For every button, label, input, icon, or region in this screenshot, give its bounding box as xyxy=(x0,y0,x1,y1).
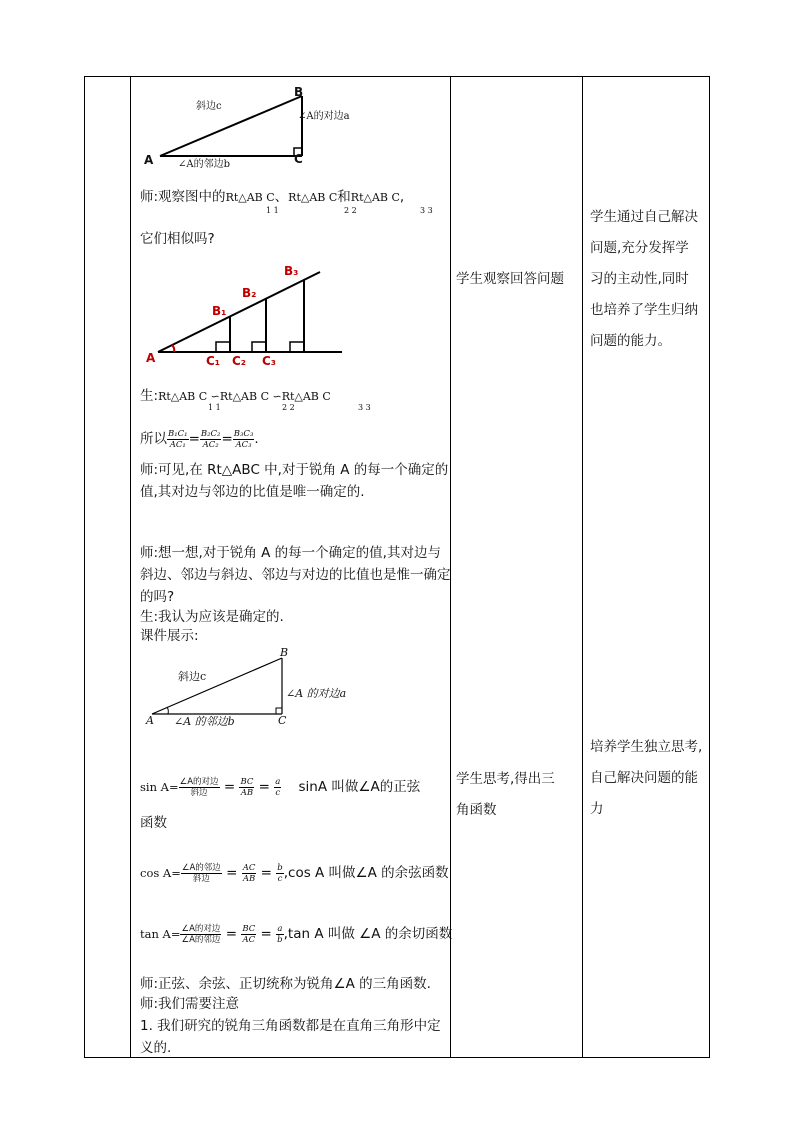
sin-desc: sinA 叫做∠A的正弦 xyxy=(298,779,421,795)
student-answer-2: 生:我认为应该是确定的. xyxy=(140,609,284,625)
cos-frac-words-num: ∠A的邻边 xyxy=(181,862,221,873)
right-triangle-figure-1 xyxy=(142,84,342,179)
fig2-vertex-b2: B₂ xyxy=(242,286,257,300)
courseware-label: 课件展示: xyxy=(140,628,199,644)
fig3-hyp-label: 斜边c xyxy=(178,670,207,683)
table-divider-1 xyxy=(130,76,131,1058)
design-intent-2 xyxy=(590,732,708,825)
table-border-right xyxy=(709,76,710,1058)
fig1-vertex-c: C xyxy=(294,152,303,166)
tan-frac-sides xyxy=(241,924,256,945)
cos-frac-words-den: 斜边 xyxy=(192,873,210,884)
teacher-question-2: 师:想一想,对于锐角 A 的每一个确定的值,其对边与斜边、邻边与斜边、邻边与对边的比值也是惟一确定的吗? xyxy=(140,545,451,605)
sin-frac-letters xyxy=(274,777,281,798)
design-intent-line: 培养学生独立思考, xyxy=(590,739,703,755)
ratio-f3-num: B₃C₃ xyxy=(233,428,254,439)
design-intent-line: 学生通过自己解决 xyxy=(590,209,698,225)
ratio-f2-num: B₂C₂ xyxy=(200,428,221,439)
tan-frac-words-den: ∠A的邻边 xyxy=(181,934,221,945)
q1-sep1: 、 xyxy=(274,189,289,205)
fig2-vertex-b3: B₃ xyxy=(284,264,299,278)
teacher-note-heading: 师:我们需要注意 xyxy=(140,996,240,1012)
ratio-f2-den: AC₂ xyxy=(202,439,219,450)
teacher-remark-1: 师:可见,在 Rt△ABC 中,对于锐角 A 的每一个确定的值,其对边与邻边的比值是唯一确定的. xyxy=(140,462,449,500)
sin-frac-letters-den: c xyxy=(275,787,281,798)
table-divider-3 xyxy=(582,76,583,1058)
cos-frac-sides xyxy=(242,863,257,884)
tan-frac-sides-num: BC xyxy=(242,923,256,934)
design-intent-line: 自己解决问题的能 xyxy=(590,770,698,786)
fig3-vertex-b: B xyxy=(280,646,289,659)
tan-frac-letters xyxy=(276,924,283,945)
cos-frac-sides-den: AB xyxy=(242,873,256,884)
fig2-vertex-b1: B₁ xyxy=(212,304,227,318)
lesson-table xyxy=(84,76,710,1058)
cos-desc: ,cos A 叫做∠A 的余弦函数 xyxy=(283,865,449,881)
ans1-text: Rt△AB C ∽Rt△AB C ∽Rt△AB C xyxy=(158,390,331,403)
design-intent-1 xyxy=(590,202,708,357)
ans1-prefix: 生: xyxy=(140,388,159,404)
sine-definition-line2: 函数 xyxy=(140,815,167,831)
q1-sep2: 和 xyxy=(337,189,351,205)
sin-lhs: sin A= xyxy=(140,780,179,794)
ratio-f1-den: AC₁ xyxy=(169,439,186,450)
q1-sub2: 2 2 xyxy=(344,206,357,215)
ratio-frac-3 xyxy=(233,429,255,450)
design-intent-line: 问题,充分发挥学 xyxy=(590,240,689,256)
design-intent-line: 问题的能力。 xyxy=(590,333,671,349)
fig1-opp-label: ∠A的对边a xyxy=(298,111,350,122)
tan-frac-letters-num: a xyxy=(277,923,283,934)
tan-frac-sides-den: AC xyxy=(242,934,256,945)
ratio-frac-1 xyxy=(167,429,189,450)
fig2-vertex-c1: C₁ xyxy=(206,354,221,368)
table-border-left xyxy=(84,76,85,1058)
cos-frac-words xyxy=(181,863,222,884)
sin-frac-letters-num: a xyxy=(275,776,281,787)
ans1-sub1: 1 1 xyxy=(208,403,221,412)
similar-triangles-figure xyxy=(142,258,352,370)
teacher-question-1-line2: 它们相似吗? xyxy=(140,231,215,247)
q1-tail: , xyxy=(399,189,405,205)
cosine-definition: cos A= $\frac{\text{∠A的邻边}}{\text{斜边}}$ = $\frac{AC}{AB}$ = $\frac{b}{c}$ ,cos A 叫做∠A 的余弦函数 xyxy=(140,862,449,884)
ratio-eq-1: = xyxy=(188,431,200,447)
ratio-frac-2 xyxy=(200,429,222,450)
q1-rt1: Rt△AB C xyxy=(225,191,275,204)
fig1-adj-label: ∠A的邻边b xyxy=(178,159,231,170)
q1-prefix: 师:观察图中的 xyxy=(140,189,226,205)
design-intent-line: 习的主动性,同时 xyxy=(590,271,689,287)
sine-definition: sin A= $\frac{\text{∠A的对边}}{\text{斜边}}$ = $\frac{BC}{AB}$ = $\frac{a}{c}$ sinA 叫做∠A的正弦 xyxy=(140,776,421,798)
note-item-1: 1. 我们研究的锐角三角函数都是在直角三角形中定义的. xyxy=(140,1018,441,1056)
student-activity-2-line2: 角函数 xyxy=(456,802,497,818)
fig2-vertex-c2: C₂ xyxy=(232,354,247,368)
fig1-vertex-a: A xyxy=(144,153,154,167)
student-activity-2 xyxy=(456,764,580,826)
sin-frac-sides-den: AB xyxy=(240,787,254,798)
sin-frac-sides-num: BC xyxy=(240,776,254,787)
fig2-vertex-c3: C₃ xyxy=(262,354,277,368)
tan-frac-letters-den: b xyxy=(277,934,283,945)
sin-frac-words-den: 斜边 xyxy=(190,787,208,798)
q1-rt2: Rt△AB C xyxy=(288,191,338,204)
cos-frac-letters-den: c xyxy=(277,873,283,884)
cos-lhs: cos A= xyxy=(140,866,181,880)
teaching-process-cell xyxy=(136,76,452,1058)
student-answer-1 xyxy=(140,385,331,408)
tan-desc: ,tan A 叫做 ∠A 的余切函数 xyxy=(283,926,453,942)
cos-frac-letters xyxy=(276,863,283,884)
q1-sub3: 3 3 xyxy=(420,206,433,215)
fig1-vertex-b: B xyxy=(294,85,304,99)
tan-lhs: tan A= xyxy=(140,927,181,941)
fig3-adj-label: ∠A 的邻边b xyxy=(174,715,235,728)
cos-frac-letters-num: b xyxy=(277,862,283,873)
fig3-opp-label: ∠A 的对边a xyxy=(286,687,347,700)
sin-frac-words-num: ∠A的对边 xyxy=(179,776,219,787)
ratio-f3-den: AC₃ xyxy=(235,439,252,450)
tan-frac-words xyxy=(180,924,221,945)
ratio-equation xyxy=(140,428,259,450)
ratio-end: . xyxy=(254,431,259,447)
fig3-vertex-a: A xyxy=(146,714,154,727)
sin-frac-sides xyxy=(239,777,254,798)
student-activity-1: 学生观察回答问题 xyxy=(456,271,564,287)
q1-sub1: 1 1 xyxy=(266,206,279,215)
ans1-sub2: 2 2 xyxy=(282,403,295,412)
student-activity-2-line1: 学生思考,得出三 xyxy=(456,771,555,787)
design-intent-line: 力 xyxy=(590,801,604,817)
fig3-vertex-c: C xyxy=(278,714,287,727)
design-intent-line: 也培养了学生归纳 xyxy=(590,302,698,318)
ans1-sub3: 3 3 xyxy=(358,403,371,412)
ratio-prefix: 所以 xyxy=(140,431,167,447)
tangent-definition: tan A= $\frac{\text{∠A的对边}}{\text{∠A的邻边}}$ = $\frac{BC}{AC}$ = $\frac{a}{b}$ ,tan A 叫做 ∠A 的余切函数 xyxy=(140,923,453,945)
cos-frac-sides-num: AC xyxy=(242,862,256,873)
tan-frac-words-num: ∠A的对边 xyxy=(181,923,221,934)
sin-frac-words xyxy=(179,777,220,798)
ratio-f1-num: B₁C₁ xyxy=(168,428,188,439)
q1-rt3: Rt△AB C xyxy=(350,191,400,204)
ratio-eq-2: = xyxy=(221,431,233,447)
fig2-vertex-a: A xyxy=(146,351,156,365)
fig1-hyp-label: 斜边c xyxy=(196,101,222,112)
teacher-summary: 师:正弦、余弦、正切统称为锐角∠A 的三角函数. xyxy=(140,976,431,992)
